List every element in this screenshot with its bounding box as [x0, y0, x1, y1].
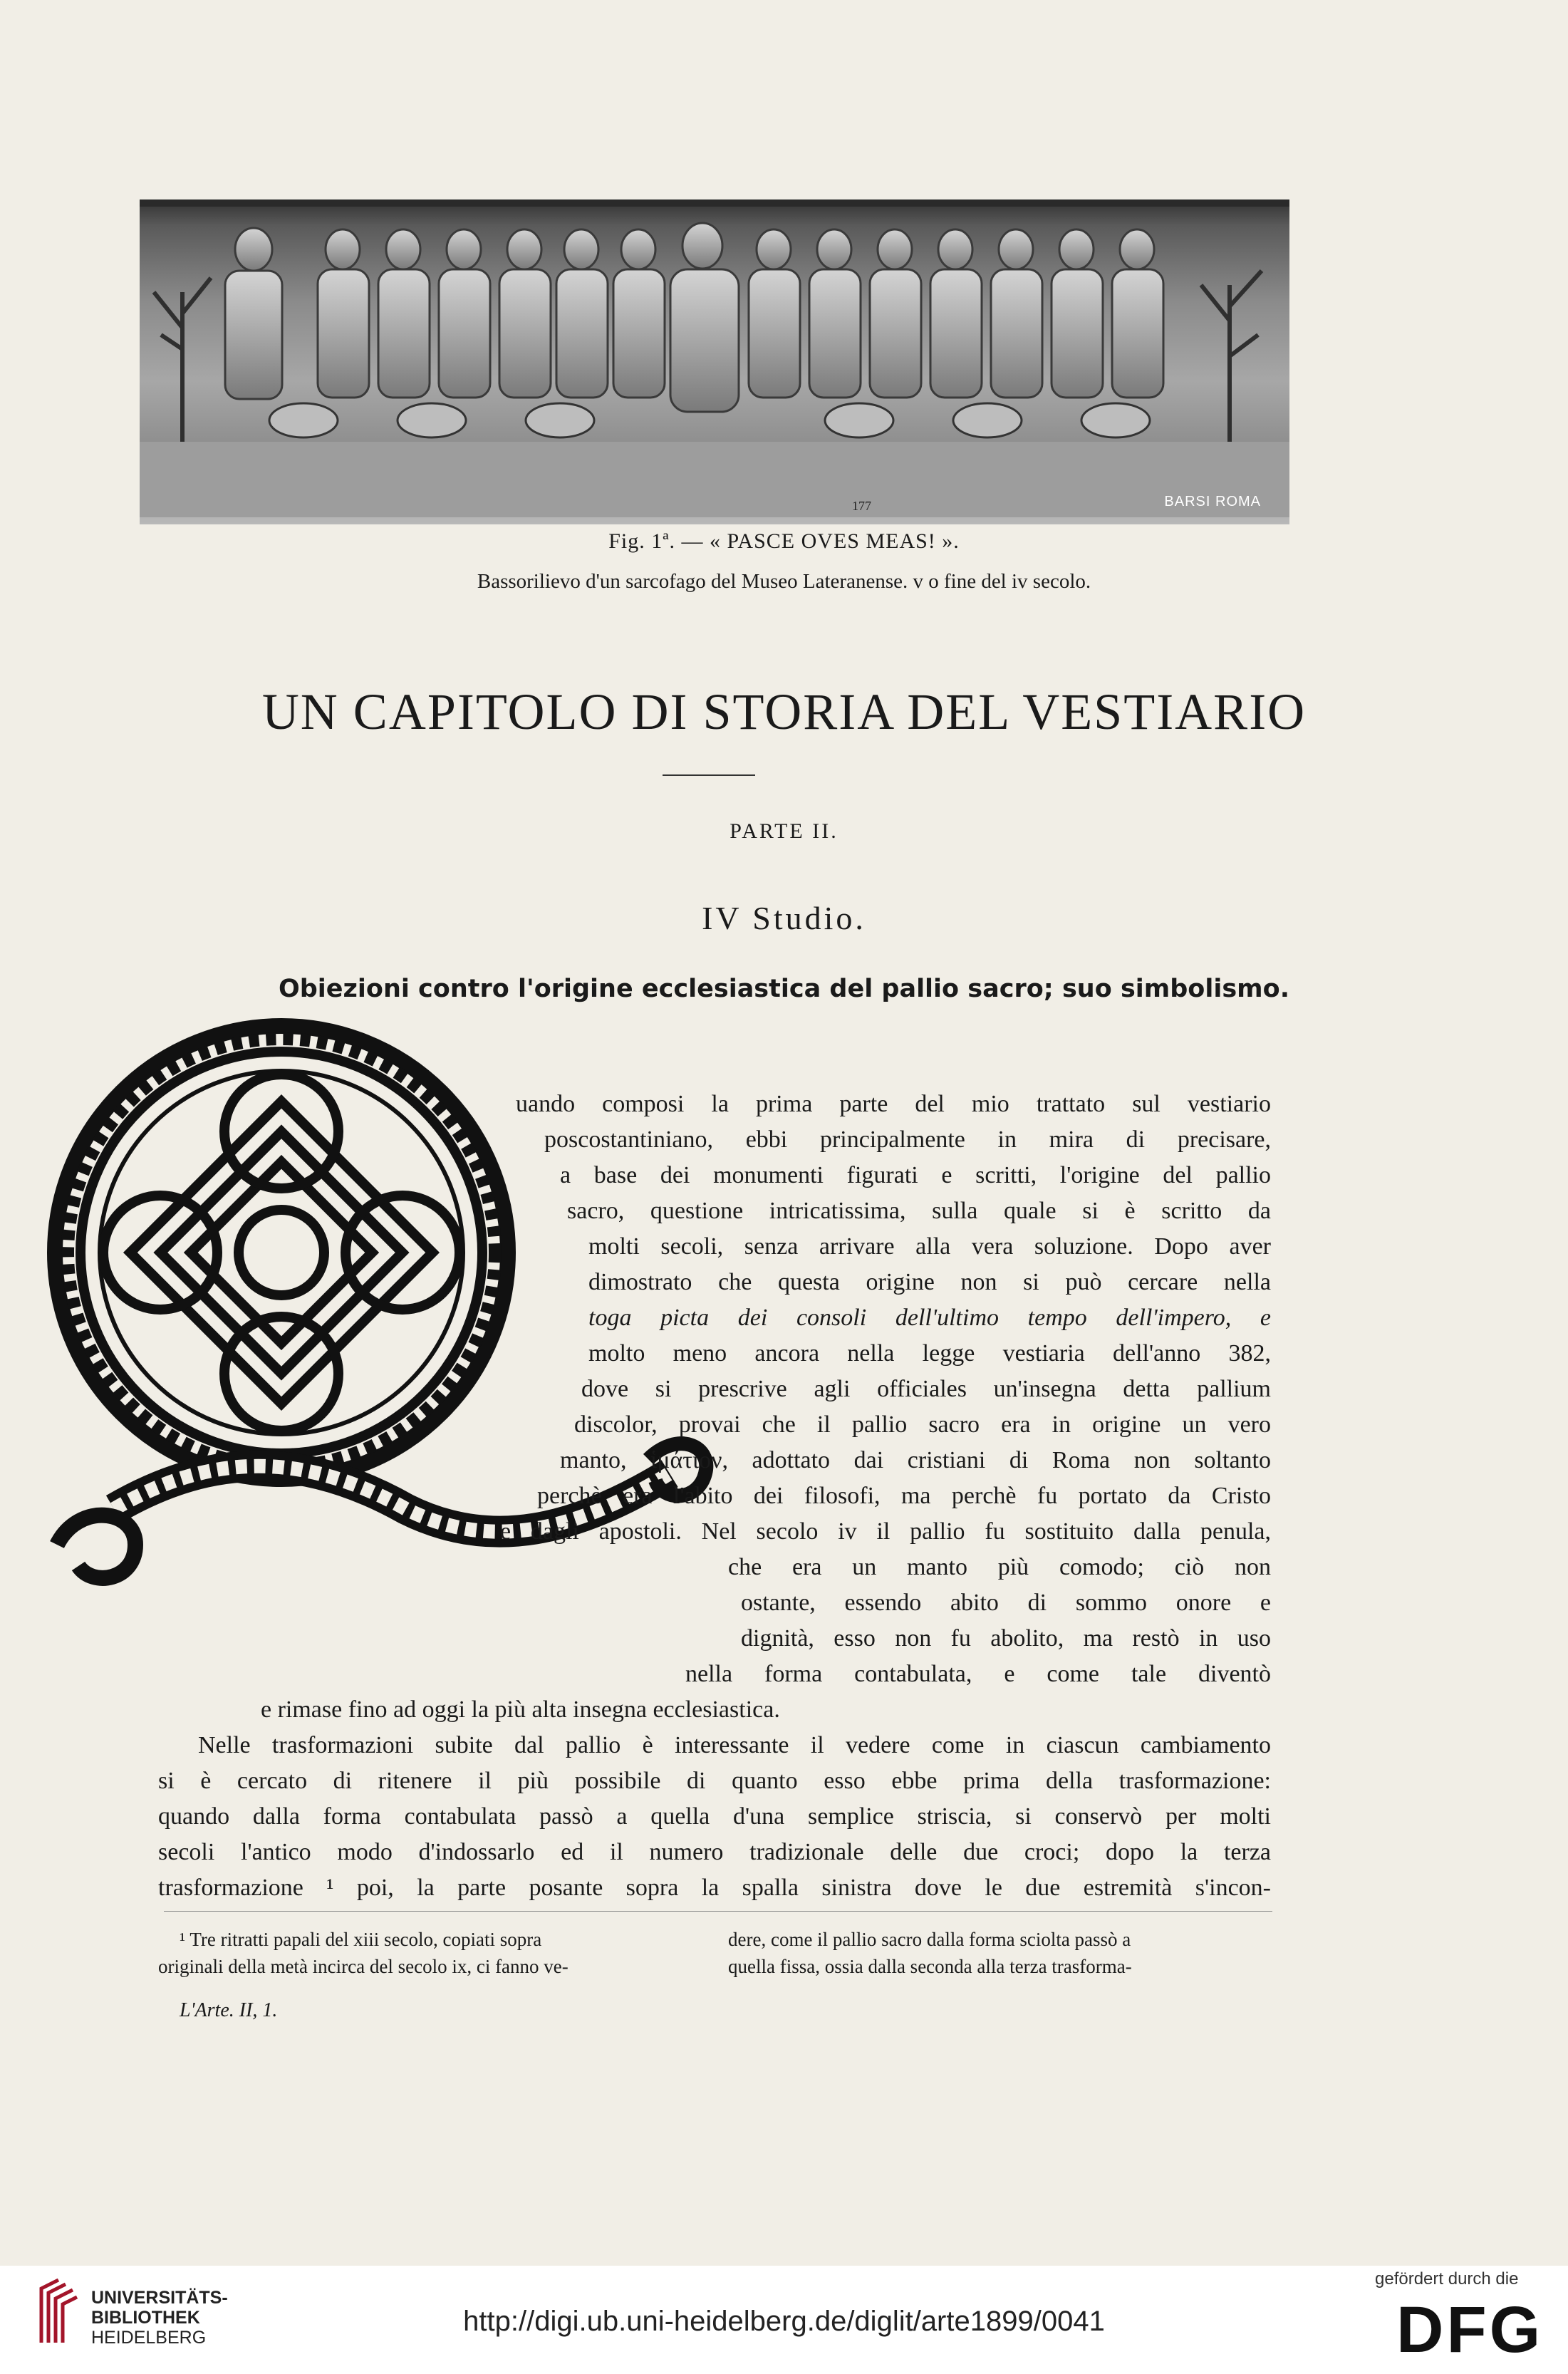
- body-line: e dagli apostoli. Nel secolo iv il pallio fu sostituito dalla penula,: [500, 1518, 1271, 1545]
- section-heading: IV Studio.: [702, 900, 866, 936]
- figure-caption-title: Fig. 1ª. — « PASCE OVES MEAS! ».: [608, 529, 960, 553]
- journal-signature: L'Arte. II, 1.: [180, 1999, 278, 2021]
- dfg-logo: DFG: [1396, 2293, 1544, 2366]
- footnote-right-line: quella fissa, ossia dalla seconda alla terza trasforma-: [728, 1956, 1132, 1977]
- body-line: ostante, essendo abito di sommo onore e: [741, 1590, 1271, 1616]
- body-line: nella forma contabulata, e come tale diventò: [685, 1661, 1271, 1687]
- footnote-left-line: ¹ Tre ritratti papali del xiii secolo, copiati sopra: [180, 1929, 542, 1950]
- body-line: si è cercato di ritenere il più possibile di quanto esso ebbe prima della trasformazione:: [158, 1768, 1271, 1794]
- body-line: che era un manto più comodo; ciò non: [728, 1554, 1271, 1580]
- article-title: UN CAPITOLO DI STORIA DEL VESTIARIO: [261, 683, 1307, 740]
- body-line: dimostrato che questa origine non si può cercare nella: [588, 1269, 1271, 1295]
- body-line: a base dei monumenti figurati e scritti, l'origine del pallio: [560, 1162, 1271, 1188]
- footnote-right-line: dere, come il pallio sacro dalla forma sciolta passò a: [728, 1929, 1131, 1950]
- funded-by-label: gefördert durch die: [1375, 2269, 1519, 2289]
- body-line: discolor, provai che il pallio sacro era in origine un vero: [574, 1411, 1271, 1438]
- body-line: molto meno ancora nella legge vestiaria dell'anno 382,: [588, 1340, 1271, 1367]
- part-label: PARTE II.: [730, 819, 838, 843]
- body-line: poscostantiniano, ebbi principalmente in mira di precisare,: [544, 1126, 1271, 1153]
- body-line: trasformazione ¹ poi, la parte posante sopra la spalla sinistra dove le due estremità s'incon-: [158, 1875, 1271, 1901]
- body-line: molti secoli, senza arrivare alla vera soluzione. Dopo aver: [588, 1233, 1271, 1260]
- title-divider: [663, 774, 755, 776]
- body-line: dignità, esso non fu abolito, ma restò in uso: [741, 1625, 1271, 1652]
- body-line: e rimase fino ad oggi la più alta insegna ecclesiastica.: [261, 1696, 780, 1723]
- footnote-divider: [164, 1911, 1272, 1912]
- figure-number: 177: [852, 499, 871, 513]
- figure-caption-description: Bassorilievo d'un sarcofago del Museo Lateranense. v o fine del iv secolo.: [477, 570, 1091, 593]
- permalink-url[interactable]: http://digi.ub.uni-heidelberg.de/diglit/arte1899/0041: [463, 2306, 1105, 2337]
- body-line: quando dalla forma contabulata passò a quella d'una semplice striscia, si conservò per molti: [158, 1803, 1271, 1830]
- section-subtitle: Obiezioni contro l'origine ecclesiastica del pallio sacro; suo simbolismo.: [279, 975, 1289, 1003]
- photo-credit: BARSI ROMA: [1164, 494, 1261, 509]
- body-line: sacro, questione intricatissima, sulla quale si è scritto da: [567, 1198, 1271, 1224]
- body-line: manto, ἱμάτιον, adottato dai cristiani di Roma non soltanto: [560, 1447, 1271, 1473]
- body-line: perchè era l'abito dei filosofi, ma perchè fu portato da Cristo: [537, 1483, 1271, 1509]
- body-line: dove si prescrive agli officiales un'insegna detta pallium: [581, 1376, 1271, 1402]
- body-line: toga picta dei consoli dell'ultimo tempo dell'impero, e: [588, 1305, 1271, 1331]
- footnote-left-line: originali della metà incirca del secolo ix, ci fanno ve-: [158, 1956, 568, 1977]
- body-line: uando composi la prima parte del mio trattato sul vestiario: [516, 1091, 1271, 1117]
- body-line: secoli l'antico modo d'indossarlo ed il numero tradizionale delle due croci; dopo la terza: [158, 1839, 1271, 1865]
- library-name: UNIVERSITÄTS- BIBLIOTHEK HEIDELBERG: [91, 2288, 228, 2348]
- sarcophagus-relief-photo: [140, 199, 1289, 524]
- body-line: Nelle trasformazioni subite dal pallio è interessante il vedere come in ciascun cambiamento: [198, 1732, 1271, 1758]
